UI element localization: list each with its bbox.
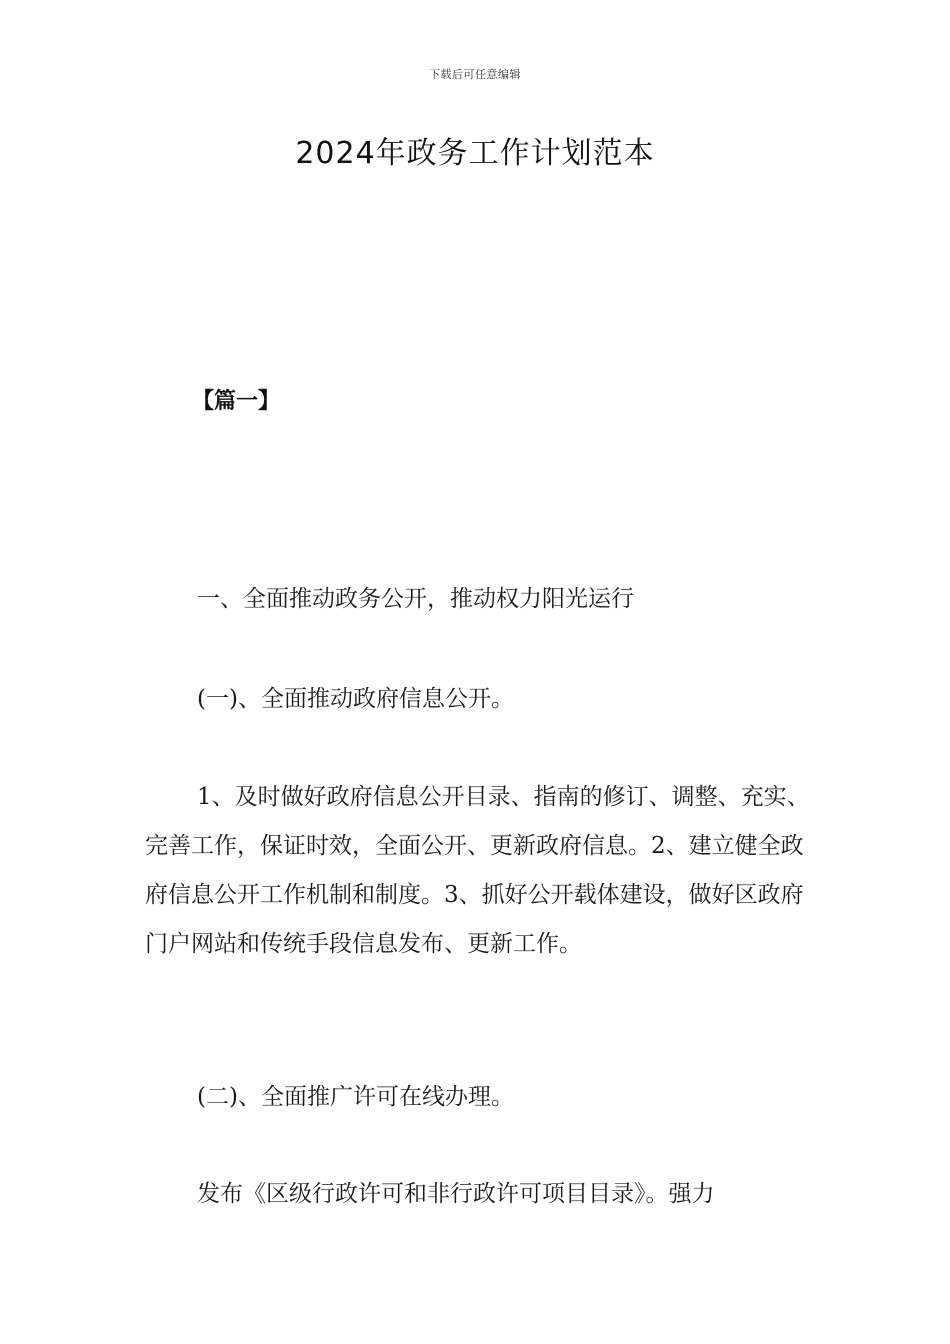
subheading-online-permits: (二)、全面推广许可在线办理。 bbox=[197, 1084, 514, 1110]
paragraph-permit-catalog: 发布《区级行政许可和非行政许可项目目录》。强力 bbox=[197, 1181, 715, 1207]
paragraph-info-disclosure-items: 1、及时做好政府信息公开目录、指南的修订、调整、充实、完善工作，保证时效，全面公开、更新政府信息。2、建立健全政府信息公开工作机制和制度。3、抓好公开载体建设，做好区政府门户网站和传统手段信息发布、更新工作。 bbox=[145, 784, 810, 957]
section-label: 【篇一】 bbox=[192, 389, 281, 414]
header-note: 下载后可任意编辑 bbox=[429, 68, 521, 81]
heading-section-one: 一、全面推动政务公开，推动权力阳光运行 bbox=[197, 586, 634, 612]
document-title: 2024年政务工作计划范本 bbox=[295, 136, 655, 171]
subheading-info-disclosure: (一)、全面推动政府信息公开。 bbox=[197, 686, 514, 712]
